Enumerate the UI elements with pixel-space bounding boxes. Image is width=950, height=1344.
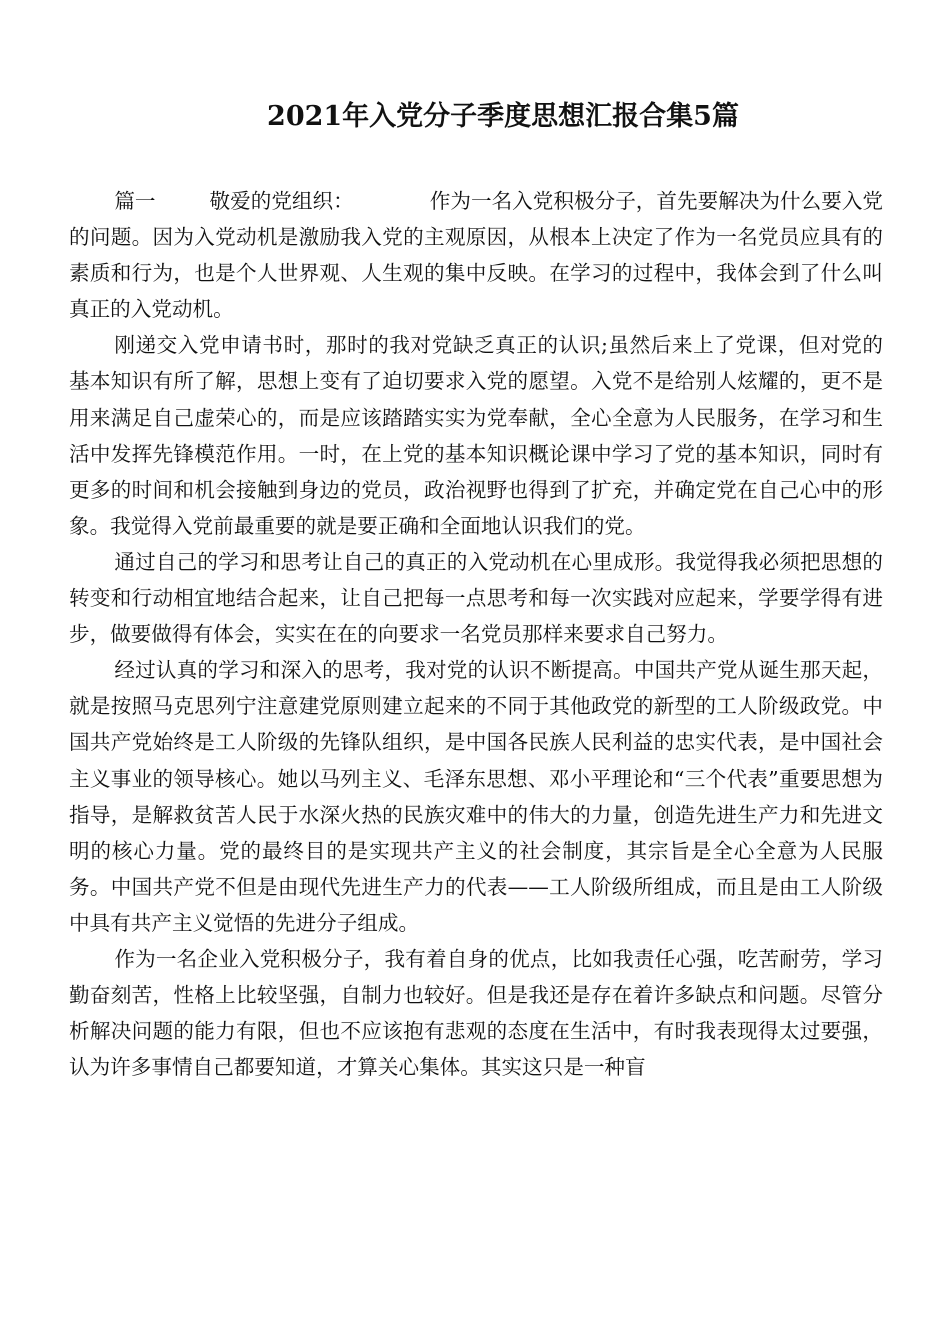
paragraph: 作为一名企业入党积极分子，我有着自身的优点，比如我责任心强，吃苦耐劳，学习勤奋刻苦，性格上比较坚强，自制力也较好。但是我还是存在着许多缺点和问题。尽管分析解决问题的能力有限，但也不应该抱有悲观的态度在生活中，有时我表现得太过要强，认为许多事情自己都要知道，才算关心集体。其实这只是一种盲 [69,946,883,1080]
intro-text: 作为一名入党积极分子，首先要解决为什么要入党的问题。因为入党动机是激励我入党的主观原因，从根本上决定了作为一名党员应具有的素质和行为，也是个人世界观、人生观的集中反映。在学习的过程中，我体会到了什么叫真正的入党动机。 [69,189,884,322]
paragraph: 经过认真的学习和深入的思考，我对党的认识不断提高。中国共产党从诞生那天起，就是按照马克思列宁注意建党原则建立起来的不同于其他政党的新型的工人阶级政党。中国共产党始终是工人阶级的先锋队组织，是中国各民族人民利益的忠实代表，是中国社会主义事业的领导核心。她以马列主义、毛泽东思想、邓小平理论和“三个代表”重要思想为指导，是解救贫苦人民于水深火热的民族灾难中的伟大的力量，创造先进生产力和先进文明的核心力量。党的最终目的是实现共产主义的社会制度，其宗旨是全心全意为人民服务。中国共产党不但是由现代先进生产力的代表——工人阶级所组成，而且是由工人阶级中具有共产主义觉悟的先进分子组成。 [69,658,883,935]
intro-paragraph [69,183,883,327]
salutation: 敬爱的党组织： [209,189,354,213]
paragraph: 刚递交入党申请书时，那时的我对党缺乏真正的认识;虽然后来上了党课，但对党的基本知识有所了解，思想上变有了迫切要求入党的愿望。入党不是给别人炫耀的，更不是用来满足自己虚荣心的，而是应该踏踏实实为党奉献，全心全意为人民服务，在学习和生活中发挥先锋模范作用。一时，在上党的基本知识概论课中学习了党的基本知识，同时有更多的时间和机会接触到身边的党员，政治视野也得到了扩充，并确定党在自己心中的形象。我觉得入党前最重要的就是要正确和全面地认识我们的党。 [69,333,883,538]
document-body [69,183,883,1085]
document-title: 2021年入党分子季度思想汇报合集5篇 [267,101,739,132]
section-label: 篇一 [114,189,156,213]
paragraph: 通过自己的学习和思考让自己的真正的入党动机在心里成形。我觉得我必须把思想的转变和行动相宜地结合起来，让自己把每一点思考和每一次实践对应起来，学要学得有进步，做要做得有体会，实实在在的向要求一名党员那样来要求自己努力。 [69,549,883,647]
